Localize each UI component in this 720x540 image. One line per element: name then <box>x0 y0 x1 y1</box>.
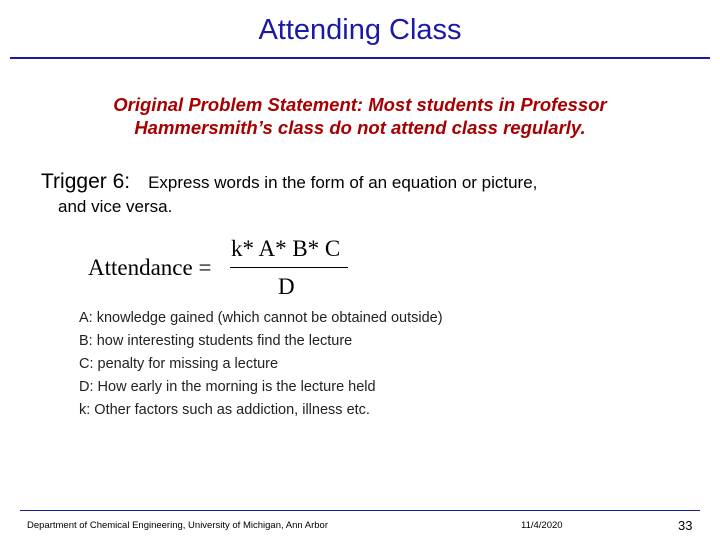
trigger-label: Trigger 6: <box>41 170 131 193</box>
definitions-list <box>79 307 443 422</box>
footer-department: Department of Chemical Engineering, University of Michigan, Ann Arbor <box>27 520 328 531</box>
problem-statement: Original Problem Statement: Most students in Professor Hammersmith’s class do not attend class regularly. <box>113 94 607 138</box>
slide-title: Attending Class <box>258 14 462 46</box>
trigger-text: Express words in the form of an equation or picture, <box>148 173 538 192</box>
footer-divider <box>20 510 700 511</box>
page-number: 33 <box>678 518 693 533</box>
trigger-line <box>41 169 691 196</box>
definition-d: D: How early in the morning is the lecture held <box>79 379 376 395</box>
equation-lhs: Attendance = <box>88 255 212 280</box>
definition-a: A: knowledge gained (which cannot be obtained outside) <box>79 310 443 326</box>
equation-numerator: k* A* B* C <box>231 236 341 261</box>
definition-k: k: Other factors such as addiction, illness etc. <box>79 402 370 418</box>
footer-date: 11/4/2020 <box>521 520 563 531</box>
trigger-text-continued: and vice versa. <box>58 197 173 216</box>
fraction-bar <box>230 267 348 268</box>
title-divider <box>10 57 710 59</box>
definition-c: C: penalty for missing a lecture <box>79 356 279 372</box>
equation-denominator: D <box>278 274 295 299</box>
definition-b: B: how interesting students find the lecture <box>79 333 353 349</box>
